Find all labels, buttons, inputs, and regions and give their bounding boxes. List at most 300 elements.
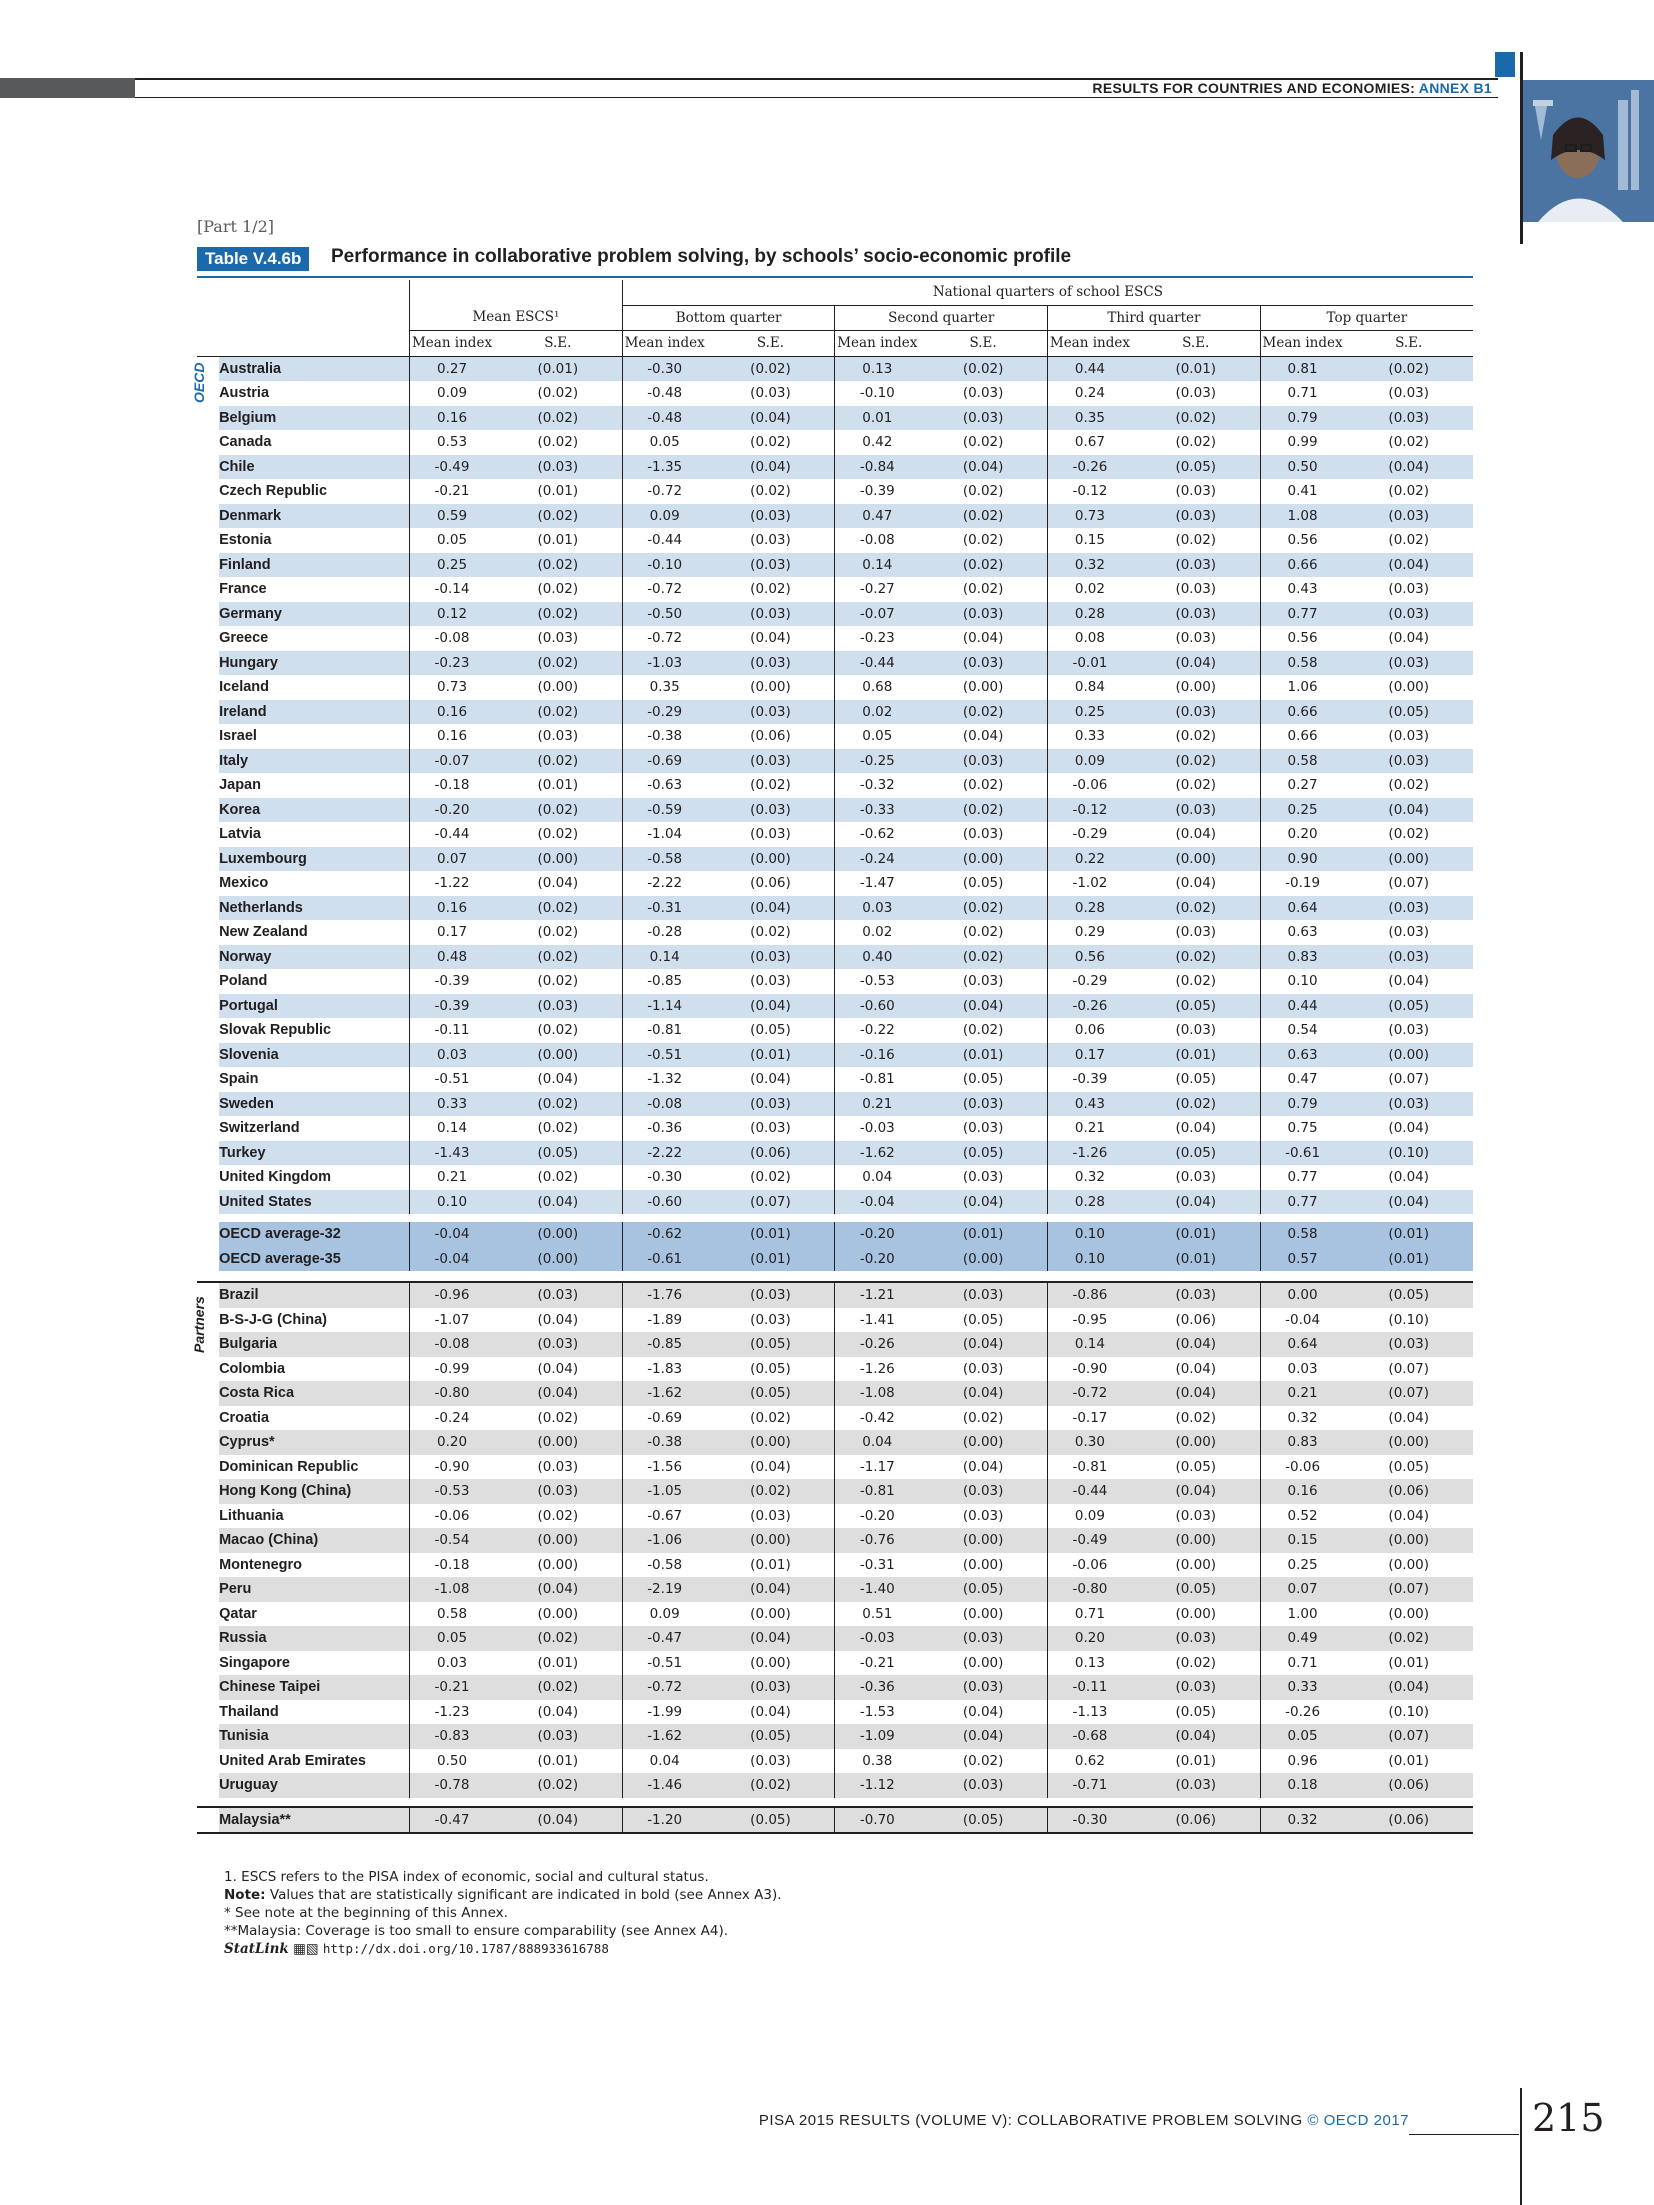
mean-index-cell: -0.23 <box>410 651 494 676</box>
se-cell: (0.02) <box>707 577 835 602</box>
mean-index-cell: 0.16 <box>410 406 494 431</box>
se-cell: (0.05) <box>1344 700 1473 725</box>
mean-index-cell: 0.71 <box>1260 1651 1344 1676</box>
se-cell: (0.03) <box>494 724 622 749</box>
se-cell: (0.02) <box>919 798 1047 823</box>
mean-index-cell: 0.15 <box>1260 1528 1344 1553</box>
mean-index-cell: -1.41 <box>835 1308 919 1333</box>
mean-index-cell: -1.89 <box>622 1308 706 1333</box>
mean-index-cell: 0.81 <box>1260 356 1344 381</box>
se-cell: (0.03) <box>707 1282 835 1308</box>
mean-index-cell: -1.23 <box>410 1700 494 1725</box>
mean-index-cell: 0.44 <box>1260 994 1344 1019</box>
mean-index-cell: 0.04 <box>622 1749 706 1774</box>
mean-index-cell: -0.04 <box>1260 1308 1344 1333</box>
country-name: Chinese Taipei <box>219 1675 410 1700</box>
mean-index-cell: 0.57 <box>1260 1247 1344 1272</box>
se-cell: (0.03) <box>1344 1332 1473 1357</box>
se-cell: (0.04) <box>1132 651 1260 676</box>
footer-rule <box>1409 2134 1519 2135</box>
table-row <box>197 1165 1473 1190</box>
mean-index-cell: -1.02 <box>1048 871 1132 896</box>
se-cell: (0.02) <box>919 700 1047 725</box>
se-cell: (0.05) <box>919 1807 1047 1834</box>
mean-index-cell: -1.13 <box>1048 1700 1132 1725</box>
se-cell: (0.00) <box>707 847 835 872</box>
side-cell <box>197 1247 219 1272</box>
mean-index-cell: 0.29 <box>1048 920 1132 945</box>
country-name: Australia <box>219 356 410 381</box>
side-cell <box>197 1807 219 1834</box>
country-name: Estonia <box>219 528 410 553</box>
se-cell: (0.02) <box>494 1018 622 1043</box>
side-cell <box>197 479 219 504</box>
mean-index-cell: -1.17 <box>835 1455 919 1480</box>
mean-index-cell: 0.84 <box>1048 675 1132 700</box>
country-name: B-S-J-G (China) <box>219 1308 410 1333</box>
mean-index-cell: -0.71 <box>1048 1773 1132 1798</box>
table-row <box>197 700 1473 725</box>
se-cell: (0.04) <box>707 1626 835 1651</box>
mean-index-cell: -0.11 <box>410 1018 494 1043</box>
table-row <box>197 381 1473 406</box>
mean-index-cell: -1.22 <box>410 871 494 896</box>
mean-index-cell: -0.38 <box>622 724 706 749</box>
table-row <box>197 822 1473 847</box>
side-cell <box>197 626 219 651</box>
se-cell: (0.03) <box>494 994 622 1019</box>
mean-index-cell: -0.85 <box>622 969 706 994</box>
country-name: Korea <box>219 798 410 823</box>
se-cell: (0.02) <box>919 356 1047 381</box>
mean-index-cell: 0.64 <box>1260 1332 1344 1357</box>
mean-index-cell: -0.54 <box>410 1528 494 1553</box>
sub-header: S.E. <box>919 331 1047 357</box>
se-cell: (0.05) <box>707 1381 835 1406</box>
se-cell: (0.01) <box>494 1651 622 1676</box>
spacer-row <box>197 1798 1473 1807</box>
table-row <box>197 479 1473 504</box>
se-cell: (0.04) <box>1344 455 1473 480</box>
sub-header: S.E. <box>1132 331 1260 357</box>
data-table <box>191 280 1473 1834</box>
mean-index-cell: -0.24 <box>410 1406 494 1431</box>
running-title: RESULTS FOR COUNTRIES AND ECONOMIES: <box>1092 80 1416 96</box>
table-row <box>197 1116 1473 1141</box>
mean-index-cell: -0.26 <box>835 1332 919 1357</box>
country-name: OECD average-32 <box>219 1222 410 1247</box>
se-cell: (0.00) <box>707 1528 835 1553</box>
mean-index-cell: -1.26 <box>1048 1141 1132 1166</box>
mean-index-cell: -1.20 <box>622 1807 706 1834</box>
se-cell: (0.00) <box>707 1602 835 1627</box>
mean-index-cell: 0.50 <box>1260 455 1344 480</box>
mean-index-cell: -0.80 <box>410 1381 494 1406</box>
mean-index-cell: -0.29 <box>622 700 706 725</box>
country-name: Cyprus* <box>219 1430 410 1455</box>
mean-index-cell: 0.73 <box>1048 504 1132 529</box>
se-cell: (0.03) <box>1344 749 1473 774</box>
se-cell: (0.01) <box>1132 1247 1260 1272</box>
se-cell: (0.04) <box>919 1724 1047 1749</box>
table-row <box>197 577 1473 602</box>
se-cell: (0.02) <box>919 528 1047 553</box>
mean-index-cell: -1.47 <box>835 871 919 896</box>
table-row <box>197 1724 1473 1749</box>
mean-index-cell: 0.44 <box>1048 356 1132 381</box>
se-cell: (0.02) <box>919 920 1047 945</box>
table-row <box>197 1067 1473 1092</box>
se-cell: (0.02) <box>707 430 835 455</box>
mean-index-cell: -0.06 <box>410 1504 494 1529</box>
header-row-1 <box>197 280 1473 305</box>
side-cell <box>197 1700 219 1725</box>
se-cell: (0.03) <box>707 1504 835 1529</box>
mean-index-cell: -0.30 <box>622 356 706 381</box>
se-cell: (0.02) <box>919 553 1047 578</box>
note-malaysia: **Malaysia: Coverage is too small to ensure comparability (see Annex A4). <box>224 1923 729 1939</box>
country-name: New Zealand <box>219 920 410 945</box>
footer-title: PISA 2015 RESULTS (VOLUME V): COLLABORATIVE PROBLEM SOLVING <box>758 2112 1303 2129</box>
se-cell: (0.05) <box>1132 994 1260 1019</box>
mean-index-cell: 0.15 <box>1048 528 1132 553</box>
mean-index-cell: 0.05 <box>1260 1724 1344 1749</box>
table-row <box>197 749 1473 774</box>
se-cell: (0.02) <box>494 969 622 994</box>
se-cell: (0.00) <box>494 1043 622 1068</box>
se-cell: (0.02) <box>1132 430 1260 455</box>
se-cell: (0.00) <box>1344 1043 1473 1068</box>
se-cell: (0.00) <box>1344 1553 1473 1578</box>
mean-index-cell: 0.10 <box>1048 1247 1132 1272</box>
se-cell: (0.00) <box>494 1430 622 1455</box>
sub-header: Mean index <box>622 331 706 357</box>
se-cell: (0.03) <box>494 1332 622 1357</box>
se-cell: (0.03) <box>1344 920 1473 945</box>
table-row <box>197 1602 1473 1627</box>
mean-index-cell: -0.81 <box>1048 1455 1132 1480</box>
mean-index-cell: -1.06 <box>622 1528 706 1553</box>
se-cell: (0.04) <box>494 1381 622 1406</box>
mean-index-cell: -0.68 <box>1048 1724 1132 1749</box>
se-cell: (0.03) <box>1132 1018 1260 1043</box>
se-cell: (0.01) <box>1132 1222 1260 1247</box>
se-cell: (0.04) <box>1344 626 1473 651</box>
mean-index-cell: -0.48 <box>622 406 706 431</box>
mean-index-cell: 0.59 <box>410 504 494 529</box>
mean-index-cell: -0.59 <box>622 798 706 823</box>
mean-index-cell: -0.81 <box>835 1067 919 1092</box>
sub-header: Mean index <box>835 331 919 357</box>
mean-index-cell: 0.99 <box>1260 430 1344 455</box>
se-cell: (0.03) <box>919 749 1047 774</box>
se-cell: (0.02) <box>707 1479 835 1504</box>
side-cell <box>197 1626 219 1651</box>
se-cell: (0.02) <box>494 430 622 455</box>
mean-index-cell: -0.08 <box>622 1092 706 1117</box>
mean-index-cell: 0.58 <box>410 1602 494 1627</box>
mean-index-cell: 0.66 <box>1260 724 1344 749</box>
se-cell: (0.05) <box>919 1577 1047 1602</box>
side-cell <box>197 504 219 529</box>
mean-index-cell: 0.27 <box>410 356 494 381</box>
se-cell: (0.00) <box>1132 1528 1260 1553</box>
group-header: Bottom quarter <box>622 305 835 331</box>
mean-index-cell: -1.40 <box>835 1577 919 1602</box>
se-cell: (0.03) <box>1344 504 1473 529</box>
mean-index-cell: 0.33 <box>1048 724 1132 749</box>
se-cell: (0.04) <box>707 455 835 480</box>
se-cell: (0.01) <box>1132 1043 1260 1068</box>
se-cell: (0.02) <box>1344 356 1473 381</box>
table-row <box>197 553 1473 578</box>
side-cell <box>197 1141 219 1166</box>
side-cell <box>197 1381 219 1406</box>
country-name: United Arab Emirates <box>219 1749 410 1774</box>
se-cell: (0.07) <box>1344 1067 1473 1092</box>
side-cell <box>197 675 219 700</box>
mean-index-cell: -0.33 <box>835 798 919 823</box>
mean-index-cell: -0.72 <box>622 626 706 651</box>
se-cell: (0.03) <box>707 822 835 847</box>
se-cell: (0.05) <box>1132 1577 1260 1602</box>
mean-index-cell: 0.03 <box>1260 1357 1344 1382</box>
table-row <box>197 724 1473 749</box>
se-cell: (0.03) <box>707 749 835 774</box>
mean-index-cell: 0.01 <box>835 406 919 431</box>
se-cell: (0.01) <box>1344 1247 1473 1272</box>
se-cell: (0.03) <box>707 602 835 627</box>
se-cell: (0.02) <box>494 1116 622 1141</box>
se-cell: (0.04) <box>919 994 1047 1019</box>
footer-vertical-rule <box>1520 2088 1522 2205</box>
se-cell: (0.04) <box>1344 1675 1473 1700</box>
mean-index-cell: -0.99 <box>410 1357 494 1382</box>
se-cell: (0.02) <box>494 822 622 847</box>
mean-index-cell: 0.18 <box>1260 1773 1344 1798</box>
mean-index-cell: 0.83 <box>1260 945 1344 970</box>
se-cell: (0.04) <box>1132 1332 1260 1357</box>
country-name: France <box>219 577 410 602</box>
table-row <box>197 675 1473 700</box>
se-cell: (0.03) <box>707 700 835 725</box>
table-row <box>197 528 1473 553</box>
side-cell <box>197 847 219 872</box>
se-cell: (0.04) <box>1344 1116 1473 1141</box>
table-row <box>197 1626 1473 1651</box>
mean-index-cell: -0.07 <box>835 602 919 627</box>
se-cell: (0.01) <box>1132 1749 1260 1774</box>
se-cell: (0.02) <box>919 504 1047 529</box>
table-row <box>197 1577 1473 1602</box>
statlink-url[interactable]: http://dx.doi.org/10.1787/888933616788 <box>322 1941 609 1956</box>
se-cell: (0.03) <box>707 969 835 994</box>
country-name: OECD average-35 <box>219 1247 410 1272</box>
se-cell: (0.04) <box>1132 871 1260 896</box>
mean-index-cell: 0.21 <box>1260 1381 1344 1406</box>
mean-index-cell: -2.19 <box>622 1577 706 1602</box>
mean-index-cell: -0.20 <box>835 1504 919 1529</box>
side-cell <box>197 994 219 1019</box>
table-row <box>197 1247 1473 1272</box>
mean-index-cell: 0.09 <box>410 381 494 406</box>
se-cell: (0.01) <box>494 479 622 504</box>
side-cell <box>197 822 219 847</box>
side-cell <box>197 1675 219 1700</box>
se-cell: (0.00) <box>919 1528 1047 1553</box>
table-row <box>197 1043 1473 1068</box>
se-cell: (0.00) <box>1344 847 1473 872</box>
mean-index-cell: 0.28 <box>1048 602 1132 627</box>
mean-index-cell: 0.83 <box>1260 1430 1344 1455</box>
se-cell: (0.02) <box>1132 749 1260 774</box>
se-cell: (0.03) <box>919 1357 1047 1382</box>
mean-index-cell: -1.14 <box>622 994 706 1019</box>
se-cell: (0.03) <box>1344 1092 1473 1117</box>
se-cell: (0.03) <box>494 1479 622 1504</box>
mean-index-cell: 0.25 <box>1260 1553 1344 1578</box>
se-cell: (0.05) <box>707 1357 835 1382</box>
country-name: Spain <box>219 1067 410 1092</box>
table-row <box>197 920 1473 945</box>
mean-index-cell: 0.32 <box>1048 553 1132 578</box>
mean-index-cell: 0.05 <box>835 724 919 749</box>
mean-index-cell: 0.04 <box>835 1430 919 1455</box>
se-cell: (0.04) <box>919 626 1047 651</box>
mean-index-cell: -0.53 <box>835 969 919 994</box>
mean-index-cell: 0.43 <box>1260 577 1344 602</box>
note-escs: 1. ESCS refers to the PISA index of economic, social and cultural status. <box>224 1869 709 1885</box>
se-cell: (0.04) <box>707 994 835 1019</box>
se-cell: (0.05) <box>707 1807 835 1834</box>
mean-index-cell: -0.44 <box>835 651 919 676</box>
mean-index-cell: -2.22 <box>622 871 706 896</box>
se-cell: (0.03) <box>1132 602 1260 627</box>
mean-index-cell: 0.71 <box>1048 1602 1132 1627</box>
table-row <box>197 1675 1473 1700</box>
se-cell: (0.03) <box>1132 381 1260 406</box>
mean-index-cell: -0.69 <box>622 749 706 774</box>
se-cell: (0.00) <box>1132 1430 1260 1455</box>
se-cell: (0.02) <box>494 577 622 602</box>
mean-index-cell: -0.21 <box>835 1651 919 1676</box>
se-cell: (0.03) <box>1344 406 1473 431</box>
table-row <box>197 1773 1473 1798</box>
table-row <box>197 626 1473 651</box>
se-cell: (0.03) <box>1132 798 1260 823</box>
mean-index-cell: 0.66 <box>1260 553 1344 578</box>
side-cell <box>197 1222 219 1247</box>
mean-index-cell: -0.83 <box>410 1724 494 1749</box>
mean-index-cell: 0.25 <box>1048 700 1132 725</box>
country-name: Chile <box>219 455 410 480</box>
se-cell: (0.04) <box>494 871 622 896</box>
se-cell: (0.01) <box>707 1222 835 1247</box>
table-row <box>197 1749 1473 1774</box>
table-row <box>197 1504 1473 1529</box>
mean-index-cell: 0.24 <box>1048 381 1132 406</box>
table-row <box>197 1807 1473 1834</box>
table-row <box>197 430 1473 455</box>
mean-index-cell: -0.31 <box>622 896 706 921</box>
se-cell: (0.05) <box>919 1067 1047 1092</box>
se-cell: (0.03) <box>1132 700 1260 725</box>
se-cell: (0.02) <box>919 577 1047 602</box>
se-cell: (0.03) <box>707 798 835 823</box>
se-cell: (0.01) <box>494 773 622 798</box>
note-text: Values that are statistically significant are indicated in bold (see Annex A3). <box>265 1887 782 1903</box>
mean-index-cell: -0.96 <box>410 1282 494 1308</box>
se-cell: (0.03) <box>919 1626 1047 1651</box>
header-row-3 <box>197 331 1473 357</box>
mean-index-cell: 0.17 <box>410 920 494 945</box>
table-row <box>197 871 1473 896</box>
se-cell: (0.04) <box>919 1700 1047 1725</box>
side-cell <box>197 1602 219 1627</box>
side-cell <box>197 651 219 676</box>
side-cell <box>197 1018 219 1043</box>
se-cell: (0.00) <box>919 847 1047 872</box>
se-cell: (0.02) <box>494 406 622 431</box>
se-cell: (0.02) <box>919 773 1047 798</box>
mean-index-cell: -0.18 <box>410 773 494 798</box>
se-cell: (0.02) <box>919 945 1047 970</box>
se-cell: (0.02) <box>1344 773 1473 798</box>
se-cell: (0.01) <box>1344 1651 1473 1676</box>
se-cell: (0.02) <box>1344 822 1473 847</box>
se-cell: (0.02) <box>1132 1092 1260 1117</box>
se-cell: (0.02) <box>1132 406 1260 431</box>
se-cell: (0.06) <box>707 724 835 749</box>
side-cell <box>197 773 219 798</box>
group-header: Top quarter <box>1260 305 1473 331</box>
se-cell: (0.07) <box>1344 1577 1473 1602</box>
country-name: Luxembourg <box>219 847 410 872</box>
se-cell: (0.02) <box>1132 773 1260 798</box>
se-cell: (0.04) <box>1344 1504 1473 1529</box>
country-name: Iceland <box>219 675 410 700</box>
mean-index-cell: 0.32 <box>1260 1406 1344 1431</box>
mean-index-cell: 0.13 <box>835 356 919 381</box>
oecd-side-cell <box>191 356 219 403</box>
se-cell: (0.01) <box>707 1043 835 1068</box>
side-cell <box>197 945 219 970</box>
table-row <box>197 1406 1473 1431</box>
mean-index-cell: -0.24 <box>835 847 919 872</box>
side-cell <box>197 1455 219 1480</box>
mean-index-cell: 0.79 <box>1260 1092 1344 1117</box>
side-cell <box>197 406 219 431</box>
country-name: Austria <box>219 381 410 406</box>
mean-index-cell: -2.22 <box>622 1141 706 1166</box>
side-cell <box>197 1357 219 1382</box>
se-cell: (0.05) <box>1132 455 1260 480</box>
country-name: Montenegro <box>219 1553 410 1578</box>
se-cell: (0.03) <box>1132 1504 1260 1529</box>
footer-copyright: © OECD 2017 <box>1307 2112 1409 2129</box>
note-label: Note: <box>224 1887 266 1903</box>
mean-index-cell: -0.44 <box>410 822 494 847</box>
se-cell: (0.02) <box>1344 479 1473 504</box>
statlink-icon: ▦▧ <box>293 1941 319 1957</box>
mean-index-cell: 0.47 <box>1260 1067 1344 1092</box>
mean-index-cell: -0.58 <box>622 847 706 872</box>
side-cell <box>197 724 219 749</box>
mean-index-cell: 0.30 <box>1048 1430 1132 1455</box>
mean-index-cell: -0.84 <box>835 455 919 480</box>
side-cell <box>197 1067 219 1092</box>
mean-index-cell: -1.12 <box>835 1773 919 1798</box>
